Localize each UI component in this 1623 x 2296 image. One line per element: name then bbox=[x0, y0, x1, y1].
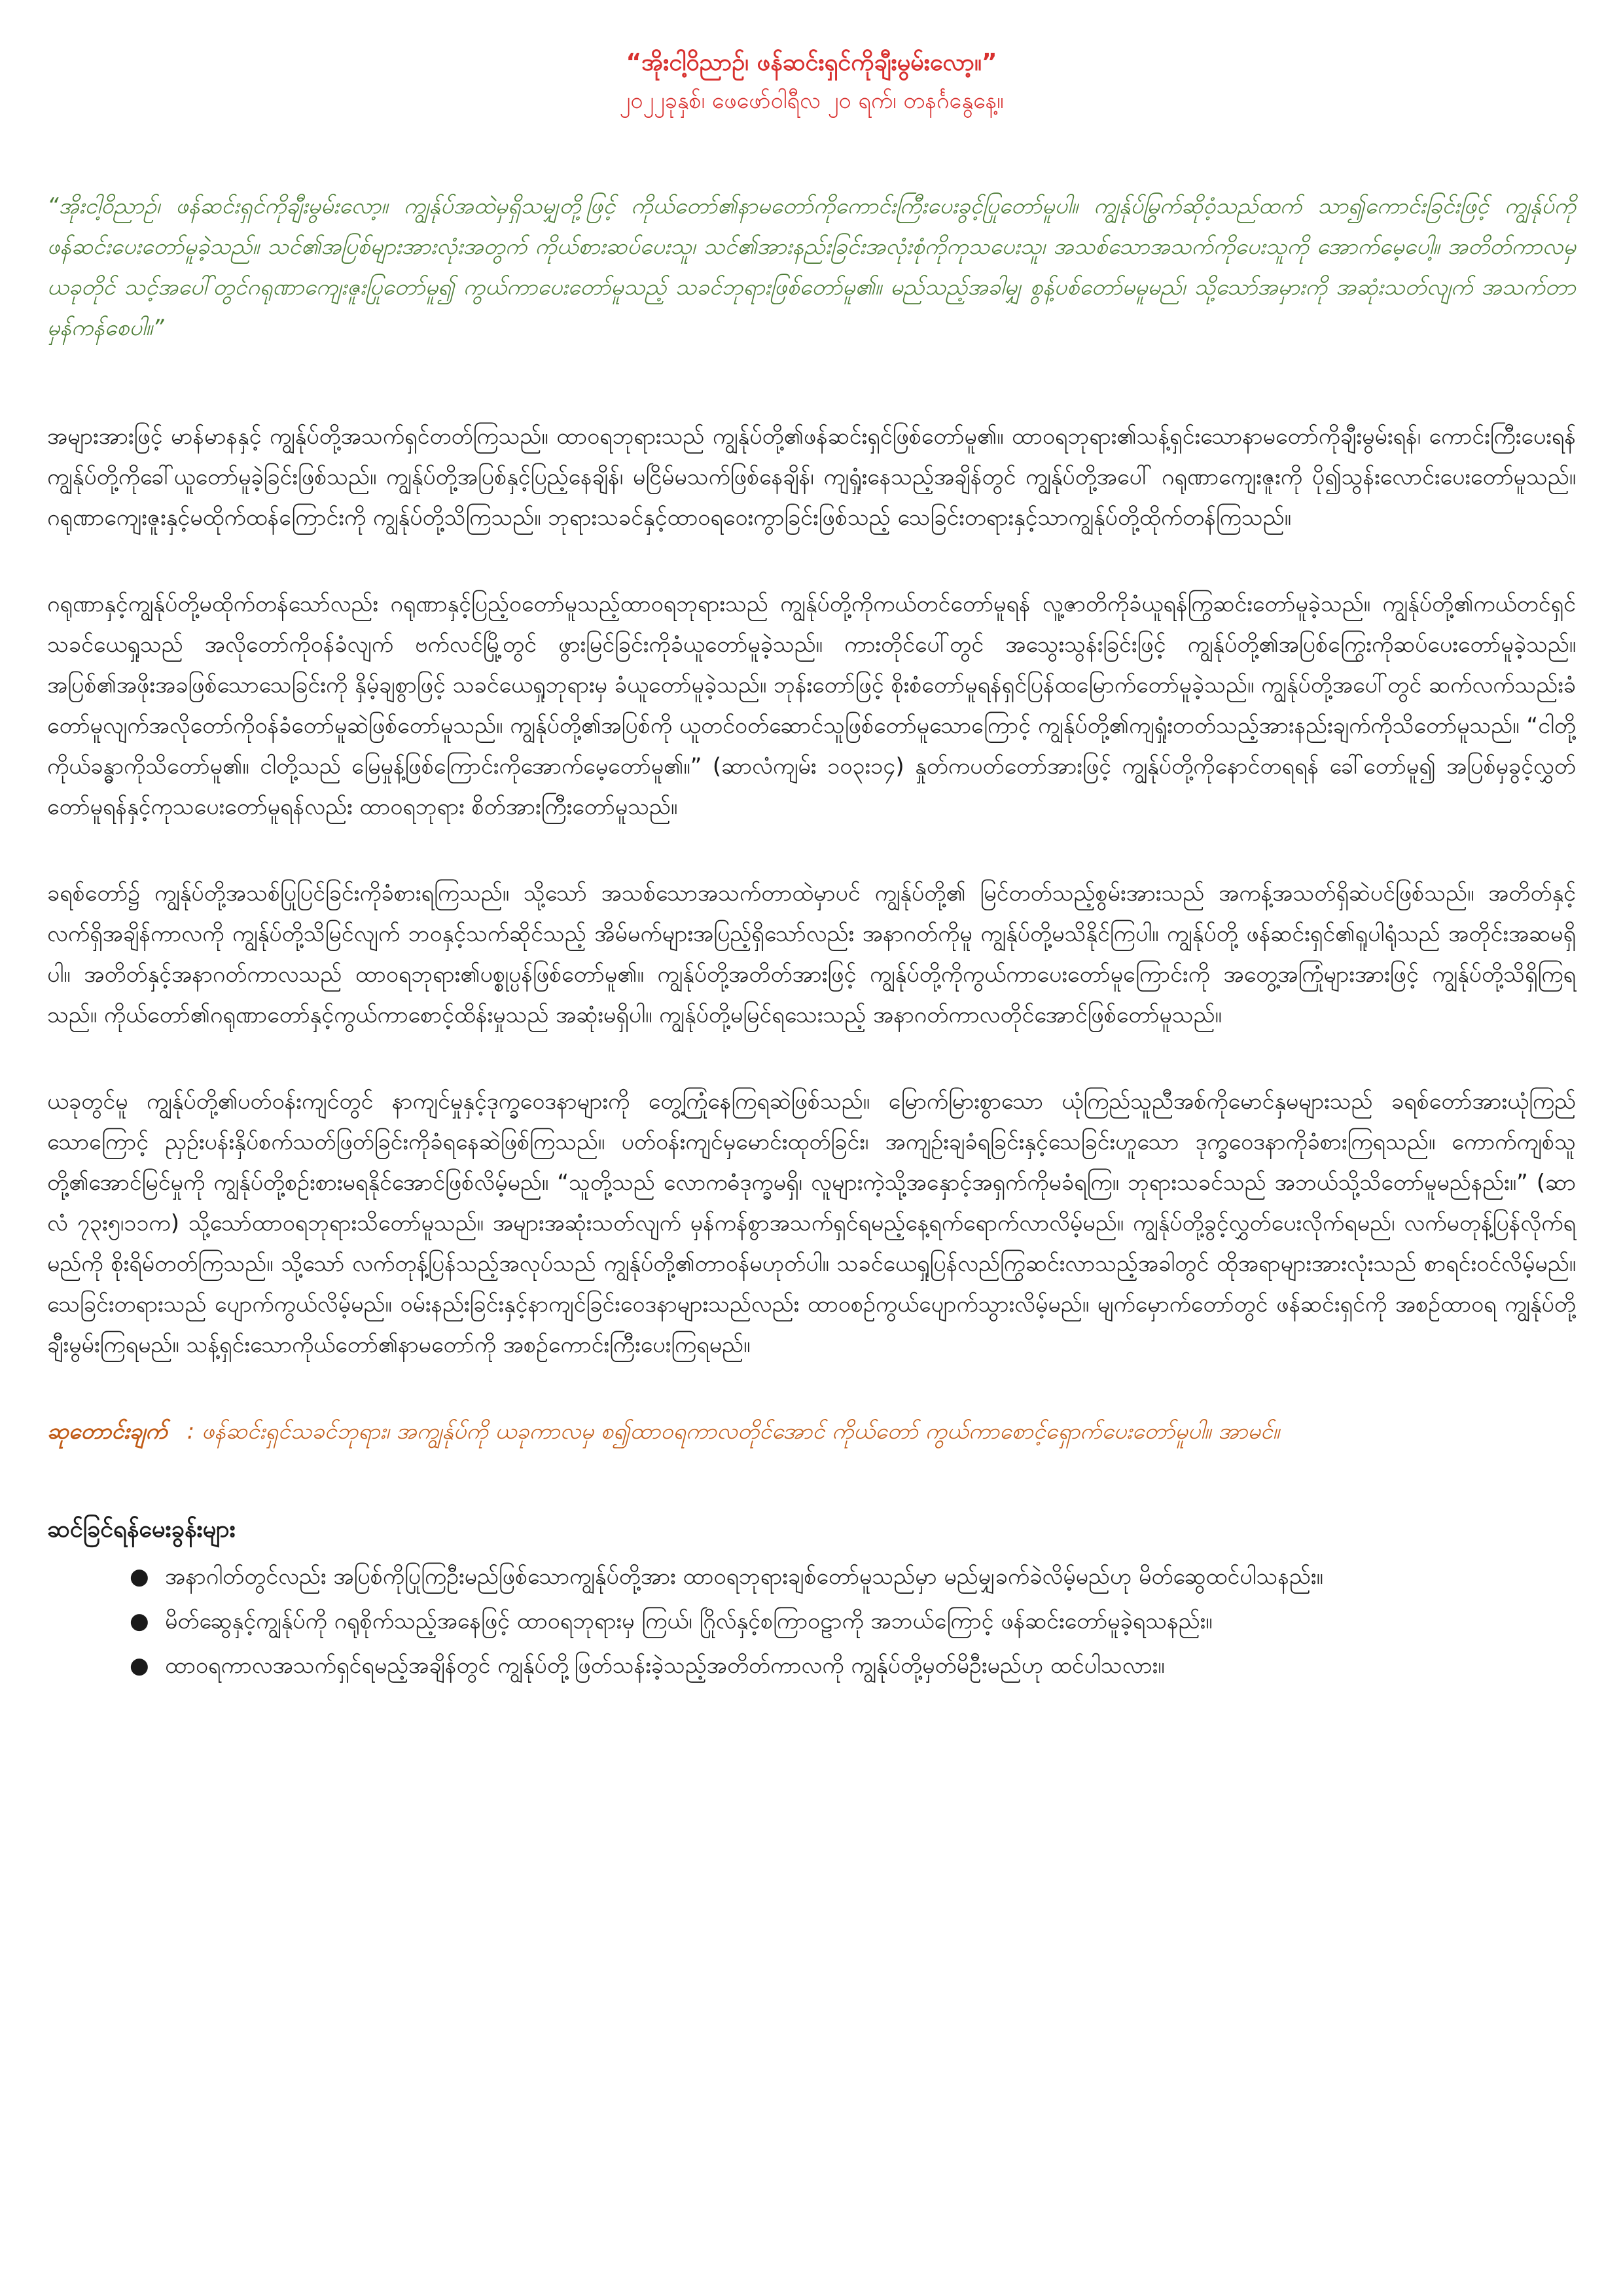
closing-prayer bbox=[47, 1411, 1576, 1452]
bullet-icon: ● bbox=[130, 1564, 149, 1590]
body-paragraph-2: ဂရုဏာနှင့်ကျွန်ုပ်တို့မထိုက်တန်သော်လည်း ဂရုဏာနှင့်ပြည့်ဝတော်မူသည့်ထာဝရဘုရားသည် ကျွန်ုပ်တို့ကိုကယ်တင်တော်မူရန် လူ့ဇာတိကိုခံယူရန်ကြွဆင်းတော်မူခဲ့သည်။ ကျွန်ုပ်တို့၏ကယ်တင်ရှင်သခင်ယေရှုသည် အလိုတော်ကိုဝန်ခံလျက် ဗက်လင်မြို့တွင် ဖွားမြင်ခြင်းကိုခံယူတော်မူခဲ့သည်။ ကားတိုင်ပေါ်တွင် အသွေးသွန်းခြင်းဖြင့် ကျွန်ုပ်တို့၏အပြစ်ကြွေးကိုဆပ်ပေးတော်မူခဲ့သည်။ အပြစ်၏အဖိုးအခဖြစ်သောသေခြင်းကို နှိမ့်ချစွာဖြင့် သခင်ယေရှုဘုရားမှ ခံယူတော်မူခဲ့သည်။ ဘုန်းတော်ဖြင့် စိုးစံတော်မူရန်ရှင်ပြန်ထမြောက်တော်မူခဲ့သည်။ ကျွန်ုပ်တို့အပေါ်တွင် ဆက်လက်သည်းခံတော်မူလျက်အလိုတော်ကိုဝန်ခံတော်မူဆဲဖြစ်တော်မူသည်။ ကျွန်ုပ်တို့၏အပြစ်ကို ယူတင်ဝတ်ဆောင်သူဖြစ်တော်မူသောကြောင့် ကျွန်ုပ်တို့၏ကျရှုံးတတ်သည့်အားနည်းချက်ကိုသိတော်မူသည်။ “ငါတို့ ကိုယ်ခန္ဓာကိုသိတော်မူ၏။ ငါတို့သည် မြေမှုန့်ဖြစ်ကြောင်းကိုအောက်မေ့တော်မူ၏။” (ဆာလံကျမ်း ၁၀၃း၁၄) နှုတ်ကပတ်တော်အားဖြင့် ကျွန်ုပ်တို့ကိုနောင်တရရန် ခေါ်တော်မူ၍ အပြစ်မှခွင့်လွှတ်တော်မူရန်နှင့်ကုသပေးတော်မူရန်လည်း ထာဝရဘုရား စိတ်အားကြီးတော်မူသည်။ bbox=[47, 591, 1576, 820]
list-item bbox=[47, 1556, 1576, 1597]
body-paragraph-3: ခရစ်တော်၌ ကျွန်ုပ်တို့အသစ်ပြုပြင်ခြင်းကိုခံစားရကြသည်။ သို့သော် အသစ်သောအသက်တာထဲမှာပင် ကျွန်ုပ်တို့၏ မြင်တတ်သည့်စွမ်းအားသည် အကန့်အသတ်ရှိဆဲပင်ဖြစ်သည်။ အတိတ်နှင့်လက်ရှိအချိန်ကာလကို ကျွန်ုပ်တို့သိမြင်လျက် ဘဝနှင့်သက်ဆိုင်သည့် အိမ်မက်များအပြည့်ရှိသော်လည်း အနာဂတ်ကိုမူ ကျွန်ုပ်တို့မသိနိုင်ကြပါ။ ကျွန်ုပ်တို့ ဖန်ဆင်းရှင်၏ရူပါရုံသည် အတိုင်းအဆမရှိပါ။ အတိတ်နှင့်အနာဂတ်ကာလသည် ထာဝရဘုရား၏ပစ္စုပ္ပန်ဖြစ်တော်မူ၏။ ကျွန်ုပ်တို့အတိတ်အားဖြင့် ကျွန်ုပ်တို့ကိုကွယ်ကာပေးတော်မူကြောင်းကို အတွေ့အကြုံများအားဖြင့် ကျွန်ုပ်တို့သိရှိကြရသည်။ ကိုယ်တော်၏ဂရုဏာတော်နှင့်ကွယ်ကာစောင့်ထိန်းမှုသည် အဆုံးမရှိပါ။ ကျွန်ုပ်တို့မမြင်ရသေးသည့် အနာဂတ်ကာလတိုင်အောင်ဖြစ်တော်မူသည်။ bbox=[47, 880, 1576, 1028]
closing-prayer-text: : ဖန်ဆင်းရှင်သခင်ဘုရား၊ အကျွန်ုပ်ကို ယခုကာလမှ စ၍ထာဝရကာလတိုင်အောင် ကိုယ်တော် ကွယ်ကာစောင့်ရှောက်ပေးတော်မူပါ။ အာမင်။ bbox=[187, 1418, 1280, 1444]
list-item bbox=[47, 1645, 1576, 1686]
question-text: အနာဂါတ်တွင်လည်း အပြစ်ကိုပြုကြဦးမည်ဖြစ်သောကျွန်ုပ်တို့အား ထာဝရဘုရားချစ်တော်မူသည်မှာ မည်မျှခက်ခဲလိမ့်မည်ဟု မိတ်ဆွေထင်ပါသနည်း။ bbox=[165, 1564, 1323, 1590]
page-title: “အိုးငါ့ဝိညာဉ်၊ ဖန်ဆင်းရှင်ကိုချီးမွမ်းလော့။” bbox=[626, 49, 997, 76]
questions-heading: ဆင်ခြင်ရန်မေးခွန်းများ bbox=[47, 1516, 236, 1543]
body-paragraph-1: အများအားဖြင့် မာန်မာနနှင့် ကျွန်ုပ်တို့အသက်ရှင်တတ်ကြသည်။ ထာဝရဘုရားသည် ကျွန်ုပ်တို့၏ဖန်ဆင်းရှင်ဖြစ်တော်မူ၏။ ထာဝရဘုရား၏သန့်ရှင်းသောနာမတော်ကိုချီးမွမ်းရန်၊ ကောင်းကြီးပေးရန် ကျွန်ုပ်တို့ကိုခေါ်ယူတော်မူခဲ့ခြင်းဖြစ်သည်။ ကျွန်ုပ်တို့အပြစ်နှင့်ပြည့်နေချိန်၊ မငြိမ်မသက်ဖြစ်နေချိန်၊ ကျရှုံးနေသည့်အချိန်တွင် ကျွန်ုပ်တို့အပေါ် ဂရုဏာကျေးဇူးကို ပို၍သွန်းလောင်းပေးတော်မူသည်။ ဂရုဏာကျေးဇူးနှင့်မထိုက်ထန်ကြောင်းကို ကျွန်ုပ်တို့သိကြသည်။ ဘုရားသခင်နှင့်ထာဝရဝေးကွာခြင်းဖြစ်သည့် သေခြင်းတရားနှင့်သာကျွန်ုပ်တို့ထိုက်တန်ကြသည်။ bbox=[47, 423, 1576, 531]
bullet-icon: ● bbox=[130, 1608, 149, 1634]
closing-prayer-label: ဆုတောင်းချက် bbox=[47, 1418, 168, 1444]
opening-prayer: “အိုးငါ့ဝိညာဉ်၊ ဖန်ဆင်းရှင်ကိုချီးမွမ်းလော့။ ကျွန်ုပ်အထဲမှရှိသမျှတို့ဖြင့် ကိုယ်တော်၏နာမတော်ကိုကောင်းကြီးပေးခွင့်ပြုတော်မူပါ။ ကျွန်ုပ်မြွက်ဆိုဝံ့သည်ထက် သာ၍ကောင်းခြင်းဖြင့် ကျွန်ုပ်ကိုဖန်ဆင်းပေးတော်မူခဲ့သည်။ သင်၏အပြစ်များအားလုံးအတွက် ကိုယ်စားဆပ်ပေးသူ၊ သင်၏အားနည်းခြင်းအလုံးစုံကိုကုသပေးသူ၊ အသစ်သောအသက်ကိုပေးသူကို အောက်မေ့ပေါ့။ အတိတ်ကာလမှယခုတိုင် သင့်အပေါ်တွင်ဂရုဏာကျေးဇူးပြုတော်မူ၍ ကွယ်ကာပေးတော်မူသည့် သခင်ဘုရားဖြစ်တော်မူ၏။ မည်သည့်အခါမျှ စွန့်ပစ်တော်မမူမည်၊ သို့သော်အမှားကို အဆုံးသတ်လျက် အသက်တာမှန်ကန်စေပါ။” bbox=[47, 193, 1576, 341]
page-date: ၂၀၂၂ခုနှစ်၊ ဖေဖော်ဝါရီလ ၂၀ ရက်၊ တနင်္ဂနွေနေ့။ bbox=[619, 88, 1004, 114]
questions-list bbox=[47, 1556, 1576, 1686]
body-paragraph-4: ယခုတွင်မူ ကျွန်ုပ်တို့၏ပတ်ဝန်းကျင်တွင် နာကျင်မှုနှင့်ဒုက္ခဝေဒနာများကို တွေ့ကြုံနေကြရဆဲဖြစ်သည်။ မြောက်မြားစွာသော ယုံကြည်သူညီအစ်ကိုမောင်နှမများသည် ခရစ်တော်အားယုံကြည်သောကြောင့် ညှဉ်းပန်းနှိပ်စက်သတ်ဖြတ်ခြင်းကိုခံရနေဆဲဖြစ်ကြသည်။ ပတ်ဝန်းကျင်မှမောင်းထုတ်ခြင်း၊ အကျဉ်းချခံရခြင်းနှင့်သေခြင်းဟူသော ဒုက္ခဝေဒနာကိုခံစားကြရသည်။ ကောက်ကျစ်သူတို့၏အောင်မြင်မှုကို ကျွန်ုပ်တို့စဉ်းစားမရနိုင်အောင်ဖြစ်လိမ့်မည်။ “သူတို့သည် လောကဓံဒုက္ခမရှိ၊ လူများကဲ့သို့အနှောင့်အရှက်ကိုမခံရကြ။ ဘုရားသခင်သည် အဘယ်သို့သိတော်မူမည်နည်း။” (ဆာလံ ၇၃း၅၊၁၁က) သို့သော်ထာဝရဘုရားသိတော်မူသည်။ အများအဆုံးသတ်လျက် မှန်ကန်စွာအသက်ရှင်ရမည့်နေ့ရက်ရောက်လာလိမ့်မည်။ ကျွန်ုပ်တို့ခွင့်လွှတ်ပေးလိုက်ရမည်၊ လက်မတုန့်ပြန်လိုက်ရမည်ကို စိုးရိမ်တတ်ကြသည်။ သို့သော် လက်တုန့်ပြန်သည့်အလုပ်သည် ကျွန်ုပ်တို့၏တာဝန်မဟုတ်ပါ။ သခင်ယေရှုပြန်လည်ကြွဆင်းလာသည့်အခါတွင် ထိုအရာများအားလုံးသည် စာရင်းဝင်လိမ့်မည်။ သေခြင်းတရားသည် ပျောက်ကွယ်လိမ့်မည်။ ဝမ်းနည်းခြင်းနှင့်နာကျင်ခြင်းဝေဒနာများသည်လည်း ထာဝစဉ်ကွယ်ပျောက်သွားလိမ့်မည်။ မျက်မှောက်တော်တွင် ဖန်ဆင်းရှင်ကို အစဉ်ထာဝရ ကျွန်ုပ်တို့ချီးမွမ်းကြရမည်။ သန့်ရှင်းသောကိုယ်တော်၏နာမတော်ကို အစဉ်ကောင်းကြီးပေးကြရမည်။ bbox=[47, 1088, 1576, 1358]
list-item bbox=[47, 1601, 1576, 1641]
bullet-icon: ● bbox=[130, 1653, 149, 1679]
question-text: မိတ်ဆွေနှင့်ကျွန်ုပ်ကို ဂရုစိုက်သည့်အနေဖြင့် ထာဝရဘုရားမှ ကြယ်၊ ဂြိုလ်နှင့်စကြာဝဠာကို အဘယ်ကြောင့် ဖန်ဆင်းတော်မူခဲ့ရသနည်း။ bbox=[165, 1608, 1213, 1634]
question-text: ထာဝရကာလအသက်ရှင်ရမည့်အချိန်တွင် ကျွန်ုပ်တို့ဖြတ်သန်းခဲ့သည့်အတိတ်ကာလကို ကျွန်ုပ်တို့မှတ်မိဦးမည်ဟု ထင်ပါသလား။ bbox=[165, 1653, 1165, 1679]
